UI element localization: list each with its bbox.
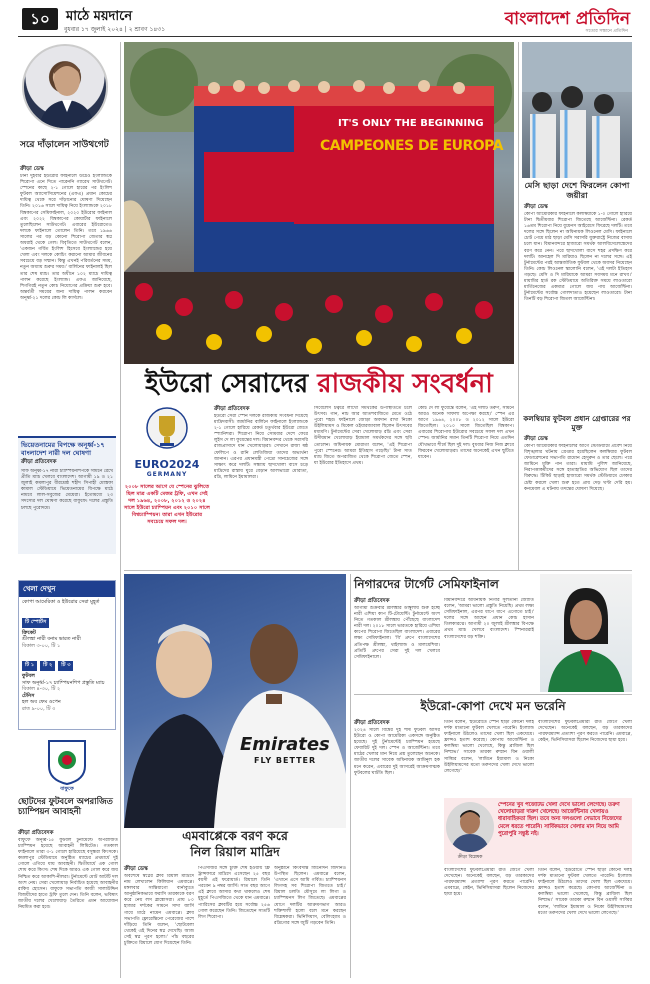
bff-logo	[46, 738, 88, 786]
tv-item-3: শ্রীলঙ্কা নারী বনাম ভারত নারী	[22, 636, 81, 642]
colombia-body: কোপা আমেরিকার ফাইনালের আগে স্টেডিয়ামে প্রবেশ নিয়ে বিশৃঙ্খলার ঘটনায় গ্রেপ্তার হয়েছিলেন কলম্বিয়ার ফুটবল ফেডারেশনের সভাপতি রামোন হেসুরুন ও তার ছেলে। পরে জামিনে মুক্তি পান তারা। মায়ামি পুলিশ জানিয়েছে, নিরাপত্তাকর্মীদের সঙ্গে হাতাহাতির অভিযোগ ছিল তাদের বিরুদ্ধে। টিকিট ছাড়াই হাজারো সমর্থক স্টেডিয়ামে ঢোকার চেষ্টা করলে খেলা শুরু হতে প্রায় দেড় ঘণ্টা দেরি হয়। কনমেবল এ ঘটনায় তদন্তের ঘোষণা দিয়েছে।	[524, 444, 632, 492]
u15-byline: ক্রীড়া প্রতিবেদক	[18, 830, 54, 836]
mbappe-photo	[124, 574, 346, 828]
newspaper-brand: বাংলাদেশ প্রতিদিন	[504, 9, 630, 29]
tv-item-3-time: বিকাল ৩-০০, টি ১	[22, 642, 61, 649]
mbappe-headline	[124, 828, 346, 860]
u17-byline: ক্রীড়া প্রতিবেদক	[21, 459, 57, 465]
bff-shield-icon	[46, 738, 88, 786]
hero-headline	[124, 368, 514, 400]
section-title: মাঠে ময়দানে	[66, 9, 133, 24]
copa-byline: ক্রীড়া ডেস্ক	[524, 204, 548, 210]
nigar-portrait-illustration	[540, 574, 632, 692]
hero-bottom-rule	[124, 570, 632, 571]
hero-body-2: সিবেলেস চত্বরে লাখো সমর্থকের উপস্থিতিতে চলে উৎসব। গান, নাচ আর আতশবাজিতে মেতে ওঠে পুরো শহর। ফাইনালে জোড়া অবদান রাখা নিকো উইলিয়ামস ও মিকেল ওইয়ারজাবাল ছিলেন উৎসবের মধ্যমণি। টুর্নামেন্টের সেরা খেলোয়াড় রদ্রি এবং সেরা উদীয়মান খেলোয়াড় ইয়ামাল সমর্থকদের সঙ্গে ছবি তোলেন। অধিনায়ক মোরাতা বলেন, 'এই শিরোপা পুরো স্পেনের। আমরা ইতিহাস গড়েছি।' টানা সাত ম্যাচ জিতে অপরাজিত থেকে শিরোপা জেতে স্পেন, যা ইউরোর ইতিহাসে প্রথম।	[314, 406, 412, 466]
nigar-headline: নিগারদের টার্গেট সেমিফাইনাল	[354, 577, 499, 591]
page-number: ১০	[22, 8, 58, 30]
copa-crowd-illustration	[522, 42, 632, 178]
left-column-divider	[120, 42, 121, 978]
brand-tagline: সত্যের সন্ধানে প্রতিদিন	[585, 29, 628, 34]
opinion-body-1: ২০২৪ সালে বিশ্বের দুই শীর্ষ ফুটবল আসর ইউরো ও কোপা আমেরিকা একসঙ্গে অনুষ্ঠিত হয়েছে। দুই টুর্নামেন্টেই চ্যাম্পিয়ন হয়েছে ফেবারিট দুই দল। স্পেন ও আর্জেন্টিনা। তবে মাঠের খেলার মান নিয়ে প্রশ্ন তুলেছেন অনেকে। জাতীয় দলের সাবেক অধিনায়ক আমিনুল হক মনে করেন, এবারের দুই আসরেই আক্রমণাত্মক ফুটবলের ঘাটতি ছিল।	[354, 728, 440, 776]
tv-listing-box	[18, 580, 116, 730]
southgate-body: টানা দুইবার ইউরোর ফাইনালে উঠেও ইংল্যান্ডকে শিরোপা এনে দিতে পারেননি গ্যারেথ সাউথগেট। স্পেনের কাছে ২-১ গোলে হারের পর ইংলিশ ফুটবল অ্যাসোসিয়েশনের (এফএ) প্রধান কোচের দায়িত্ব থেকে সরে দাঁড়ানোর ঘোষণা দিয়েছেন তিনি। ২০১৬ সালে দায়িত্ব নিয়ে ইংল্যান্ডকে ২০১৮ বিশ্বকাপের সেমিফাইনাল, ২০২০ ইউরোর ফাইনাল এবং ২০২২ বিশ্বকাপের কোয়ার্টার ফাইনালে তুলেছিলেন সাউথগেট। এবারের ইউরোতেও দলকে ফাইনালে তোলেন তিনি। তবে ১৯৬৬ সালের পর বড় কোনো শিরোপা জেতার স্বপ্ন অধরাই থেকে গেল। বিবৃতিতে সাউথগেট বলেন, 'একজন গর্বিত ইংলিশ হিসেবে ইংল্যান্ডের হয়ে খেলা এবং দলকে কোচিং করানো আমার জীবনের সবচেয়ে বড় সম্মান। কিন্তু এখনই পরিবর্তনের সময়, নতুন অধ্যায় শুরুর সময়।' বার্লিনের ফাইনালই ছিল তার শেষ ম্যাচ। তার অধীনে ১০২ ম্যাচে দায়িত্ব পালন করেছে ইংল্যান্ড। এফএ জানিয়েছে, শিগগিরই নতুন কোচ নিয়োগের প্রক্রিয়া শুরু হবে। অন্তর্বর্তী সময়ের জন্য দায়িত্ব পালন করবেন অনূর্ধ্ব-২১ দলের কোচ লি কার্সলে।	[20, 174, 112, 301]
southgate-byline: ক্রীড়া ডেস্ক	[20, 166, 44, 172]
nigar-byline: ক্রীড়া প্রতিবেদক	[354, 598, 390, 604]
masthead-rule	[18, 36, 632, 37]
nigar-bottom-rule	[354, 694, 632, 695]
copa-body: কোপা আমেরিকার ফাইনালে কলম্বিয়াকে ১-০ গোলে হারিয়ে টানা দ্বিতীয়বার শিরোপা জিতেছে আর্জেন্টিনা। রেকর্ড ১৬তম শিরোপা নিয়ে বুয়েনস আইরেসে ফিরেছে দলটি। তবে দলের সঙ্গে ছিলেন না অধিনায়ক লিওনেল মেসি। ফাইনালে চোট পেয়ে মাঠ ছাড়া মেসি সরাসরি যুক্তরাষ্ট্রে নিজের বাসায় চলে যান। বিমানবন্দরে হাজারো সমর্থক আলবিসেলেস্তেদের বরণ করে নেন। পরে ছাদখোলা বাসে শহর প্রদক্ষিণ করে দলটি। আনহেল দি মারিয়াও ছিলেন না দলের সঙ্গে। এই টুর্নামেন্টের পরই আন্তর্জাতিক ফুটবল থেকে অবসর নিয়েছেন তিনি। কোচ লিওনেল স্কালোনি বলেন, 'এই দলটা ইতিহাস গড়ছে। মেসি ও দি মারিয়াকে আমরা সবসময় মনে রাখব।' মায়ামির হার্ড রক স্টেডিয়ামে অতিরিক্ত সময়ে লাওতারো মার্তিনেজের একমাত্র গোলে জয় পায় আর্জেন্টিনা। টুর্নামেন্টের সর্বোচ্চ গোলদাতাও হয়েছেন লাওতারো। টানা তিনটি বড় শিরোপা জিতল আর্জেন্টিনা।	[524, 212, 632, 303]
bff-logo-label: বাফুফে	[60, 786, 74, 792]
colombia-byline: ক্রীড়া ডেস্ক	[524, 436, 548, 442]
mbappe-byline: ক্রীড়া ডেস্ক	[124, 866, 148, 872]
mbappe-body-2: পিএসজির সঙ্গে চুক্তি শেষ হওয়ায় ফ্রি ট্রান্সফারে মাদ্রিদে এসেছেন ২৫ বছর বয়সী এই ফরোয়ার্ড। রিয়ালে তিনি পরবেন ৯ নম্বর জার্সি। সাত বছর আগে এই ক্লাবে আসার কথা থাকলেও শেষ মুহূর্তে পিএসজিতে থেকে যান এমবাপ্পে। প্যারিসের ক্লাবটির হয়ে সর্বোচ্চ ২৫৬ গোল করেছেন তিনি। জিতেছেন সাতটি লিগ শিরোপা।	[198, 866, 270, 920]
mbappe-body-1: অবশেষে স্বপ্নের ক্লাব রিয়াল মাদ্রিদে নাম লেখালেন কিলিয়ান এমবাপ্পে। মঙ্গলবার সান্তিয়াগো বার্নাব্যুতে আনুষ্ঠানিকভাবে ফরাসি তারকাকে বরণ করে নেয় লস ব্লাঙ্কোসরা। প্রায় ৮০ হাজার দর্শকের সামনে সাদা জার্সি গায়ে মাঠে নামেন এমবাপ্পে। ক্লাব সভাপতি ফ্লোরেন্তিনো পেরেজের পাশে দাঁড়িয়ে তিনি বলেন, 'ছোটবেলা থেকেই এই দিনের স্বপ্ন দেখেছি। আজ সেই স্বপ্ন পূরণ হলো।' পাঁচ বছরের চুক্তিতে রিয়ালে যোগ দিয়েছেন তিনি।	[124, 874, 194, 947]
hero-body-3: কোচ দে লা ফুয়েন্তে বলেন, 'এই দলটি তরুণ, সামনে আরও অনেক সাফল্য অপেক্ষা করছে।' স্পেন এর আগে ১৯৬৪, ২০০৮ ও ২০১২ সালে ইউরো জিতেছিল। ২০১০ সালে জিতেছিল বিশ্বকাপ। এবারের শিরোপায় ইউরোর সবচেয়ে সফল দল এখন স্পেন। জার্মানির সমান তিনটি শিরোপা নিয়ে এতদিন যৌথভাবে শীর্ষে ছিল দুই দল। বুধবার নিজ নিজ ক্লাবে ফিরবেন খেলোয়াড়রা। তাদের অনেকেই এখন ছুটিতে যাবেন।	[418, 406, 514, 460]
euro-trophy-icon	[132, 404, 202, 454]
u15-body: বাফুফে অনূর্ধ্ব-১৫ ফুটবল টুর্নামেন্টে অপরাজিত চ্যাম্পিয়ন হয়েছে আবাহনী লিমিটেড। গতকাল ফাইনালে তারা ৩-১ গোলে হারিয়েছে বসুন্ধরা কিংসকে। কমলাপুর স্টেডিয়ামে অনুষ্ঠিত ম্যাচের প্রথমার্ধে দুই গোলে এগিয়ে যায় আবাহনী। দ্বিতীয়ার্ধে এক গোল শোধ করে কিংস। শেষ দিকে আরও এক গোল করে জয় নিশ্চিত করে আকাশি-নীলরা। টুর্নামেন্টে মোট আটটি দল অংশ নেয়। সেরা খেলোয়াড় নির্বাচিত হয়েছে আবাহনীর রাকিব হোসেন। বাফুফে সভাপতি কাজী সালাউদ্দিন বিজয়ীদের হাতে ট্রফি তুলে দেন। তিনি বলেন, ভবিষ্যৎ জাতীয় দলের খেলোয়াড় তৈরিতে এমন আয়োজন নিয়মিত করা হবে।	[18, 838, 118, 911]
tv-item-2: ক্রিকেট	[22, 629, 36, 636]
pundit-photo	[446, 802, 494, 852]
tv-item-6: টেনিস	[22, 692, 35, 699]
southgate-photo	[22, 44, 108, 130]
opinion-headline: ইউরো-কোপা দেখে মন ভরেনি	[420, 699, 566, 713]
euro-logo-caption: ২০০৮ সালের আগে যে স্পেনের ঝুলিতে ছিল মাত্র একটি মেজর ট্রফি, এখন সেই দল ১৯৬৪, ২০০৮, ২০১২ ও ২০২৪ সালে ইউরো চ্যাম্পিয়ন এবং ২০১০ সালে বিশ্বচ্যাম্পিয়ন। তারা এখন ইউরোর সবচেয়ে সফল দল।	[124, 484, 210, 525]
opinion-body-2: তিনি বলেন, 'ইউরোতে স্পেন ছাড়া কোনো দলই দর্শক মাতানো ফুটবল খেলতে পারেনি। ইংল্যান্ড ফাইনালে উঠলেও তাদের খেলা ছিল একঘেয়ে। ফ্রান্সও হতাশ করেছে। কোপায় আর্জেন্টিনা ও কলম্বিয়া ভালো খেলেছে, কিন্তু ব্রাজিল ছিল নিষ্প্রভ।' সাবেক তারকা রুম্মান বিন ওয়ালী সাব্বির বলেন, 'লামিনে ইয়ামাল ও নিকো উইলিয়ামসের মতো তরুণদের খেলা দেখে ভালো লেগেছে।'	[444, 720, 534, 774]
hero-photo	[124, 42, 514, 364]
opinion-body-3: বাংলাদেশের ফুটবলপ্রেমীরা রাত জেগে খেলা দেখেছেন। অনেকেই বলছেন, বড় তারকাদের পারফরম্যান্স প্রত্যাশা পূরণ করতে পারেনি। এমবাপ্পে, কেইন, ভিনিসিয়াসরা ছিলেন নিজেদের ছায়া হয়ে।	[538, 720, 632, 744]
nigar-body-1: আগামী শুক্রবার শ্রীলঙ্কার ডাম্বুলায় শুরু হচ্ছে নারী এশিয়া কাপ টি-টোয়েন্টি। টুর্নামেন্টে অংশ নিতে গতকাল শ্রীলঙ্কায় পৌঁছেছে বাংলাদেশ নারী দল। ২০১৮ সালে ভারতকে হারিয়ে এশিয়া কাপের শিরোপা জিতেছিল বাংলাদেশ। এবারের লক্ষ্য সেমিফাইনাল। 'বি' গ্রুপে বাংলাদেশের প্রতিপক্ষ শ্রীলঙ্কা, থাইল্যান্ড ও মালয়েশিয়া। প্রতিটি গ্রুপের সেরা দুই দল খেলবে সেমিফাইনালে।	[354, 606, 440, 660]
hero-headline-red: রাজকীয় সংবর্ধনা	[317, 369, 493, 399]
hero-body-1: ইউরো সেরা স্পেন দলকে রাজকীয় সংবর্ধনা দিয়েছে মাদ্রিদবাসী। জার্মানির বার্লিনে ফাইনালে ইংল্যান্ডকে ২-১ গোলে হারিয়ে রেকর্ড চতুর্থবার ইউরো জেতে স্প্যানিশরা। শিরোপা নিয়ে সোমবার দেশে ফেরে লুইস দে লা ফুয়েন্তের দল। বিমানবন্দর থেকে সরাসরি রাজপ্রাসাদে যান খেলোয়াড়রা। সেখানে রাজা ষষ্ঠ ফেলিপে ও রানি লেতিজিয়া তাদের অভ্যর্থনা জানান। এরপর প্রধানমন্ত্রী পেদ্রো সানচেজের সঙ্গে সাক্ষাৎ করে দলটি। সন্ধ্যায় ছাদখোলা বাসে চড়ে মাদ্রিদের রাস্তায় ঘুরে বেড়ান আলভারো মোরাতা, রদ্রি, লামিনে ইয়ামালরা।	[214, 414, 308, 480]
colombia-headline: কলম্বিয়ার ফুটবল প্রধান গ্রেপ্তারের পর মুক্ত	[523, 414, 631, 432]
mbappe-headline-2: নিল রিয়াল মাদ্রিদ	[190, 844, 280, 859]
hero-headline-black: ইউরো সেরাদের	[145, 369, 309, 399]
nigar-body-2: বিমানবন্দরে অধিনায়ক নিগার সুলতানা জ্যোতি বলেন, 'আমরা ভালো প্রস্তুতি নিয়েছি। প্রথম লক্ষ্য সেমিফাইনাল, এরপর ধাপে ধাপে এগোতে চাই।' দলের সঙ্গে আছেন প্রধান কোচ হাসান তিলকারত্নে। আগামী ২০ জুলাই শ্রীলঙ্কার বিপক্ষে প্রথম ম্যাচ খেলবে বাংলাদেশ। স্পিনাররাই বাংলাদেশের বড় শক্তি।	[444, 598, 534, 640]
jersey-sponsor-sub: FLY BETTER	[254, 756, 317, 765]
tv-item-7-time: রাত ৯-০০, টি ৩	[22, 705, 56, 712]
mbappe-body-3: অনুষ্ঠানে কিংবদন্তি জিনেদিন জিদানও উপস্থিত ছিলেন। এমবাপ্পে বলেন, 'এখানে এসে আমি গর্বিত। চ্যাম্পিয়নস লিগসহ সব শিরোপা জিততে চাই।' রিয়াল চলতি মৌসুমে লা লিগা ও চ্যাম্পিয়নস লিগ জিতেছে। এমবাপ্পের যোগে দলটির আক্রমণভাগ আরও শক্তিশালী হলো বলে মনে করছেন বিশ্লেষকরা। ভিনিসিয়াস, বেলিংহ্যাম ও রদ্রিগোর সঙ্গে জুটি গড়বেন তিনি।	[274, 866, 346, 926]
mbappe-divider	[350, 574, 351, 978]
tv-item-1: কোপা আমেরিকা ও ইউরোর সেরা মুহূর্ত	[22, 599, 100, 605]
hero-byline: ক্রীড়া প্রতিবেদক	[214, 406, 250, 412]
u17-box	[18, 436, 116, 554]
mbappe-headline-1: এমবাপ্পেকে বরণ করে	[182, 828, 288, 843]
u15-headline: ছোটদের ফুটবলে অপরাজিত চ্যাম্পিয়ন আবাহনী	[18, 796, 113, 816]
channel-badge-tsports: টি স্পোর্টস	[22, 618, 49, 628]
pundit-caption: ক্রীড়া বিশ্লেষক	[457, 855, 483, 860]
channel-badge-t1: টি ১	[22, 661, 37, 671]
tv-item-7: হল অব ফেম ওপেন	[22, 699, 61, 705]
channel-badge-t2: টি ২	[40, 661, 55, 671]
tv-item-4: ফুটবল	[22, 673, 35, 679]
mbappe-perez-illustration	[124, 574, 346, 828]
euro-logo-sub: GERMANY	[146, 471, 188, 478]
opinion-body-3-cont: তিনি বলেন, 'ইউরোতে স্পেন ছাড়া কোনো দলই দর্শক মাতানো ফুটবল খেলতে পারেনি। ইংল্যান্ড ফাইনালে উঠলেও তাদের খেলা ছিল একঘেয়ে। ফ্রান্সও হতাশ করেছে। কোপায় আর্জেন্টিনা ও কলম্বিয়া ভালো খেলেছে, কিন্তু ব্রাজিল ছিল নিষ্প্রভ।' সাবেক তারকা রুম্মান বিন ওয়ালী সাব্বির বলেন, 'লামিনে ইয়ামাল ও নিকো উইলিয়ামসের মতো তরুণদের খেলা দেখে ভালো লেগেছে।'	[538, 868, 632, 916]
tv-item-5-time: বিকাল ৪-৩০, টি ২	[22, 686, 61, 692]
opinion-body-2-cont: বাংলাদেশের ফুটবলপ্রেমীরা রাত জেগে খেলা দেখেছেন। অনেকেই বলছেন, বড় তারকাদের পারফরম্যান্স প্রত্যাশা পূরণ করতে পারেনি। এমবাপ্পে, কেইন, ভিনিসিয়াসরা ছিলেন নিজেদের ছায়া হয়ে।	[444, 868, 534, 898]
euro-logo-text: EURO2024	[134, 458, 200, 471]
copa-photo	[522, 42, 632, 178]
celebration-bus-illustration	[124, 42, 514, 364]
channel-badge-t3: টি ৩	[58, 661, 73, 671]
tv-listing-title: খেলা দেখুন	[19, 581, 115, 597]
bus-banner-main: CAMPEONES DE EUROPA	[320, 138, 503, 154]
southgate-headline: সরে দাঁড়ালেন সাউথগেট	[20, 140, 109, 150]
tv-item-5: সাফ অনূর্ধ্ব-১৭ চ্যাম্পিয়নশিপ প্রস্তুতি ম্যাচ	[22, 679, 105, 686]
jersey-sponsor: Emirates	[240, 734, 330, 755]
u17-body: সাফ অনূর্ধ্ব-১৭ নারী চ্যাম্পিয়নশিপকে সামনে রেখে প্রীতি ম্যাচ খেলবে বাংলাদেশ। আগামী ১৯ ও ২১ জুলাই কমলাপুর বীরশ্রেষ্ঠ শহীদ সিপাহী মোস্তফা কামাল স্টেডিয়ামে ভিয়েতনামের বিপক্ষে মাঠে নামবে লাল-সবুজের মেয়েরা। ইতোমধ্যে ২৩ সদস্যের দল ঘোষণা করেছে বাফুফে। দলের প্রস্তুতি চলছে পুরোদমে।	[21, 469, 113, 511]
copa-headline: মেসি ছাড়া দেশে ফিরলেন কোপা জয়ীরা	[524, 180, 630, 200]
euro-logo-box	[124, 404, 210, 564]
pundit-quote: স্পেনের খুব পজেটিভ খেলা দেখে ভালো লেগেছে। তরুণ খেলোয়াড়রা দারুণ খেলেছে। আর্জেন্টিনার খেলায়ও ধারাবাহিকতা ছিল। তবে অন্য দলগুলো সেভাবে নিজেদের মেলে ধরতে পারেনি। সার্বিকভাবে খেলার মান নিয়ে আমি পুরোপুরি সন্তুষ্ট নই।	[498, 802, 622, 837]
pundit-portrait-icon	[446, 802, 494, 852]
u17-headline: ভিয়েতনামের বিপক্ষে অনূর্ধ্ব-১৭ বাংলাদেশ নারী দল ঘোষণা	[21, 441, 105, 457]
right-column-divider	[518, 42, 519, 570]
opinion-byline: ক্রীড়া প্রতিবেদক	[354, 720, 390, 726]
southgate-portrait-icon	[24, 46, 108, 130]
bus-banner-top: IT'S ONLY THE BEGINNING	[338, 118, 484, 129]
opinion-quote-box	[444, 798, 632, 864]
dateline: বুধবার ১৭ জুলাই ২০২৪ | ২ শ্রাবণ ১৪৩১	[64, 26, 166, 33]
nigar-photo	[540, 574, 632, 692]
